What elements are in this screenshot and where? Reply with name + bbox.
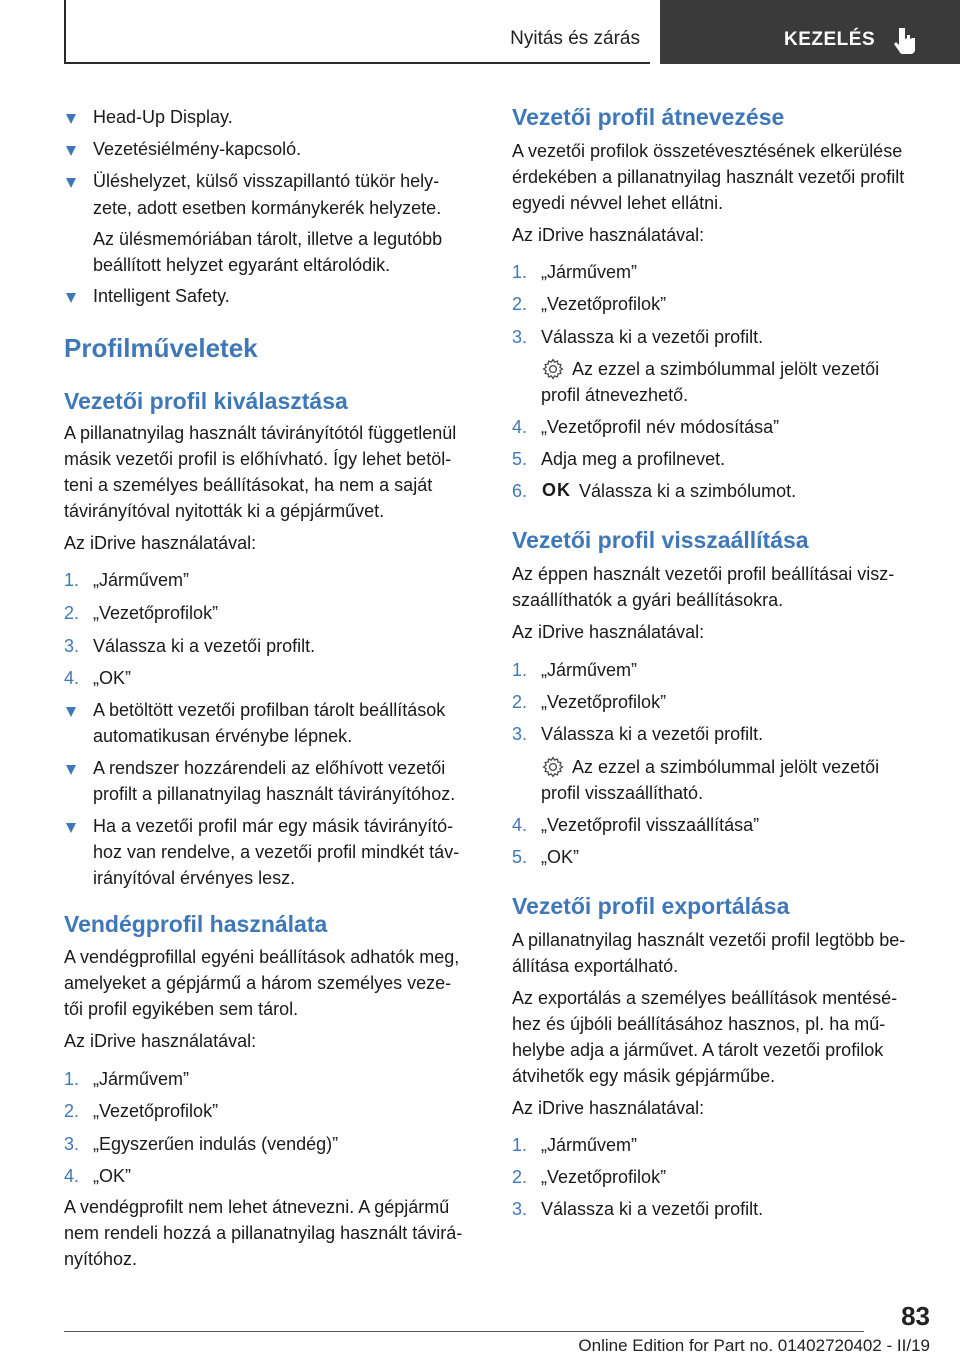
paragraph: nyítóhoz. — [64, 1249, 138, 1269]
step-text: Válassza ki a vezetői profilt. — [541, 327, 764, 347]
step-text: „Vezetőprofilok” — [93, 1101, 219, 1121]
step-text: „Vezetőprofilok” — [541, 294, 667, 314]
paragraph: Az exportálás a személyes beállítások mentésé- — [512, 988, 898, 1008]
ok-symbol-icon: OK — [542, 480, 571, 500]
section-title: Nyitás és zárás — [510, 28, 640, 49]
step-number: 1. — [64, 1069, 80, 1089]
step-number: 1. — [64, 570, 80, 590]
paragraph: egyedi névvel lehet ellátni. — [512, 193, 724, 213]
list-item: Üléshelyzet, külső visszapillantó tükör hely- — [93, 171, 440, 191]
paragraph: Az iDrive használatával: — [512, 1098, 705, 1118]
note-text: Az ezzel a szimbólummal jelölt vezetői — [572, 757, 880, 777]
header-rule-left — [64, 0, 66, 64]
paragraph: A pillanatnyilag használt távirányítótól függetlenül — [64, 423, 457, 443]
paragraph: nem rendeli hozzá a pillanatnyilag használt távirá- — [64, 1223, 463, 1243]
heading-export-profile: Vezetői profil exportálása — [512, 893, 790, 919]
paragraph: teni a személyes beállításokat, ha nem a saját — [64, 475, 433, 495]
paragraph: A vezetői profilok összetévesztésének elkerülése — [512, 141, 903, 161]
step-number: 1. — [512, 262, 528, 282]
heading-guest-profile: Vendégprofil használata — [64, 911, 328, 937]
step-number: 2. — [512, 294, 528, 314]
step-number: 3. — [64, 636, 80, 656]
paragraph: A pillanatnyilag használt vezetői profil legtöbb be- — [512, 930, 906, 950]
step-text: „Járművem” — [541, 262, 638, 282]
bullet-triangle — [66, 178, 76, 188]
step-number: 2. — [512, 1167, 528, 1187]
step-number: 6. — [512, 481, 528, 501]
header-rule-bottom — [64, 62, 650, 64]
step-text: „Vezetőprofilok” — [541, 1167, 667, 1187]
hand-pointer-icon — [893, 26, 919, 54]
step-number: 3. — [64, 1134, 80, 1154]
list-item-note: Az ülésmemóriában tárolt, illetve a legutóbb — [93, 229, 443, 249]
bullet-triangle — [66, 823, 76, 833]
paragraph: állítása exportálható. — [512, 956, 679, 976]
step-text: „Vezetőprofil visszaállítása” — [541, 815, 760, 835]
paragraph: helybe adja a járművet. A tárolt vezetői profilok — [512, 1040, 884, 1060]
step-text: „Vezetőprofil név módosítása” — [541, 417, 780, 437]
step-text: Adja meg a profilnevet. — [541, 449, 726, 469]
paragraph: hez és újbóli beállításához hasznos, pl. ha mű- — [512, 1014, 886, 1034]
step-number: 1. — [512, 660, 528, 680]
step-number: 2. — [64, 1101, 80, 1121]
paragraph: távirányítóval nyitották ki a gépjárművet. — [64, 501, 385, 521]
heading-profile-operations: Profilműveletek — [64, 333, 258, 363]
bullet-triangle — [66, 707, 76, 717]
note-text: Az ezzel a szimbólummal jelölt vezetői — [572, 359, 880, 379]
step-text: Válassza ki a vezetői profilt. — [541, 1199, 764, 1219]
step-text: „Járművem” — [541, 1135, 638, 1155]
step-number: 1. — [512, 1135, 528, 1155]
paragraph: átvihetők egy másik gépjárműbe. — [512, 1066, 776, 1086]
step-text: „Járművem” — [93, 570, 190, 590]
gear-icon — [542, 358, 564, 380]
step-number: 4. — [512, 815, 528, 835]
step-text: Válassza ki a vezetői profilt. — [93, 636, 316, 656]
bullet-triangle — [66, 114, 76, 124]
paragraph: másik vezetői profil is előhívható. Így lehet betöl- — [64, 449, 452, 469]
footer-rule — [64, 1331, 864, 1332]
step-text: Válassza ki a vezetői profilt. — [541, 724, 764, 744]
note-text: profil átnevezhető. — [541, 385, 689, 405]
list-item-cont: zete, adott esetben kormánykerék helyzete. — [93, 198, 442, 218]
step-text: „Járművem” — [541, 660, 638, 680]
paragraph: amelyeket a gépjármű a három személyes veze- — [64, 973, 452, 993]
note-text: profil visszaállítható. — [541, 783, 704, 803]
list-item: Vezetésiélmény-kapcsoló. — [93, 139, 302, 159]
edition-note: Online Edition for Part no. 01402720402 - II/19 — [578, 1336, 930, 1355]
step-number: 2. — [64, 603, 80, 623]
bullet-triangle — [66, 765, 76, 775]
bullet-triangle — [66, 293, 76, 303]
paragraph: érdekében a pillanatnyilag használt vezetői profilt — [512, 167, 905, 187]
heading-select-profile: Vezetői profil kiválasztása — [64, 388, 348, 414]
step-number: 3. — [512, 327, 528, 347]
step-text: „Járművem” — [93, 1069, 190, 1089]
step-number: 5. — [512, 847, 528, 867]
list-item-cont: profilt a pillanatnyilag használt távirányítóhoz. — [93, 784, 456, 804]
step-number: 4. — [64, 1166, 80, 1186]
step-text: „OK” — [93, 668, 131, 688]
step-number: 3. — [512, 724, 528, 744]
list-item-cont: automatikusan érvénybe lépnek. — [93, 726, 353, 746]
list-item: Ha a vezetői profil már egy másik távirányító- — [93, 816, 454, 836]
step-number: 2. — [512, 692, 528, 712]
heading-reset-profile: Vezetői profil visszaállítása — [512, 527, 809, 553]
page-number: 83 — [901, 1301, 930, 1331]
chapter-tab-label: KEZELÉS — [784, 29, 876, 50]
step-text: „OK” — [93, 1166, 131, 1186]
list-item: Intelligent Safety. — [93, 286, 230, 306]
paragraph: Az iDrive használatával: — [512, 225, 705, 245]
list-item: A rendszer hozzárendeli az előhívott vezetői — [93, 758, 446, 778]
step-text: „Vezetőprofilok” — [93, 603, 219, 623]
heading-rename-profile: Vezetői profil átnevezése — [512, 104, 785, 130]
paragraph: Az iDrive használatával: — [512, 622, 705, 642]
step-number: 4. — [512, 417, 528, 437]
list-item: A betöltött vezetői profilban tárolt beállítások — [93, 700, 446, 720]
step-text: „Vezetőprofilok” — [541, 692, 667, 712]
list-item: Head-Up Display. — [93, 107, 233, 127]
step-text: Válassza ki a szimbólumot. — [579, 481, 797, 501]
paragraph: szaállíthatók a gyári beállításokra. — [512, 590, 784, 610]
paragraph: Az éppen használt vezetői profil beállításai visz- — [512, 564, 895, 584]
step-number: 3. — [512, 1199, 528, 1219]
step-text: „Egyszerűen indulás (vendég)” — [93, 1134, 339, 1154]
paragraph: Az iDrive használatával: — [64, 1031, 257, 1051]
paragraph: A vendégprofilt nem lehet átnevezni. A gépjármű — [64, 1197, 450, 1217]
step-number: 5. — [512, 449, 528, 469]
paragraph: A vendégprofillal egyéni beállítások adhatók meg, — [64, 947, 460, 967]
list-item-cont: hoz van rendelve, a vezetői profil mindkét táv- — [93, 842, 460, 862]
bullet-triangle — [66, 146, 76, 156]
list-item-cont: irányítóval érvényes lesz. — [93, 868, 296, 888]
gear-icon — [542, 756, 564, 778]
list-item-note: beállított helyzet egyaránt eltárolódik. — [93, 255, 391, 275]
paragraph: tői profil egyikében sem tárol. — [64, 999, 299, 1019]
step-text: „OK” — [541, 847, 579, 867]
paragraph: Az iDrive használatával: — [64, 533, 257, 553]
step-number: 4. — [64, 668, 80, 688]
